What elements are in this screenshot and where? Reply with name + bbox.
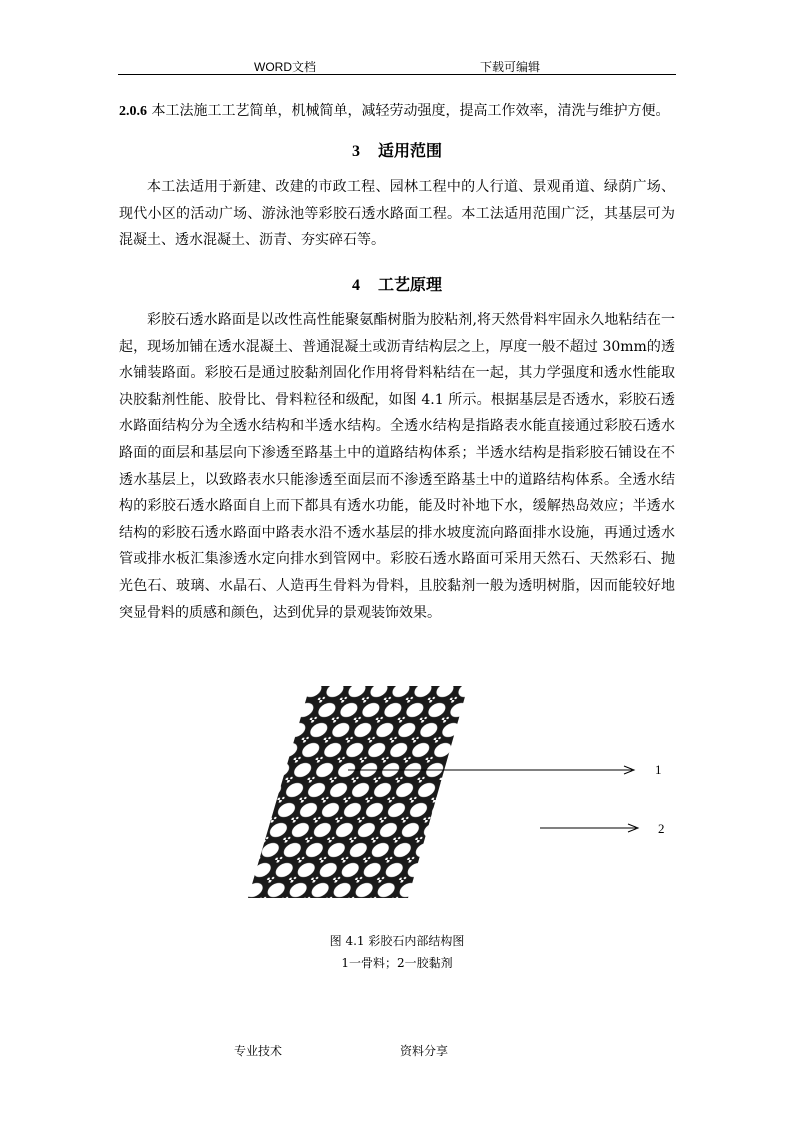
figure-caption: 图 4.1 彩胶石内部结构图 xyxy=(329,934,465,948)
footer-right-text: 资料分享 xyxy=(400,1044,449,1058)
page-header xyxy=(118,56,676,75)
figure-legend: 1一骨料；2一胶黏剂 xyxy=(341,956,453,970)
aggregate-mesh xyxy=(248,686,468,898)
intro-paragraph xyxy=(119,98,675,126)
intro-text: 本工法施工工艺简单，机械简单，减轻劳动强度，提高工作效率，清洗与维护方便。 xyxy=(147,103,670,119)
clause-number: 2.0.6 xyxy=(119,104,147,119)
section-3-heading xyxy=(119,138,675,161)
header-right-text: 下载可编辑 xyxy=(480,60,541,74)
structure-figure xyxy=(240,680,680,904)
section-4-number: 4 xyxy=(351,277,360,294)
section-4-title: 工艺原理 xyxy=(377,275,442,294)
porous-structure-drawing xyxy=(240,680,680,904)
header-left-text: WORD文档 xyxy=(254,60,316,74)
section-4-heading xyxy=(119,272,675,295)
footer-left-text: 专业技术 xyxy=(234,1044,283,1058)
section-3-number: 3 xyxy=(351,143,360,160)
figure-label-2: 2 xyxy=(658,821,665,836)
section-3-paragraph: 本工法适用于新建、改建的市政工程、园林工程中的人行道、景观甬道、绿荫广场、现代小区的活动广场、游泳池等彩胶石透水路面工程。本工法适用范围广泛，其基层可为混凝土、透水混凝土、沥青、夯实碎石等。 xyxy=(119,179,675,249)
section-3-title: 适用范围 xyxy=(377,141,442,160)
figure-label-1: 1 xyxy=(655,762,662,777)
section-4-paragraph: 彩胶石透水路面是以改性高性能聚氨酯树脂为胶粘剂,将天然骨料牢固永久地粘结在一起，现场加铺在透水混凝土、普通混凝土或沥青结构层之上，厚度一般不超过 30mm的透水铺装路面。彩胶石是通过胶黏剂固化作用将骨料粘结在一起，其力学强度和透水性能取决胶黏剂性能、胶骨比、骨料粒径和级配，如图 4.1 所示。根据基层是否透水，彩胶石透水路面结构分为全透水结构和半透水结构。全透水结构是指路表水能直接通过彩胶石透水路面的面层和基层向下渗透至路基土中的道路结构体系；半透水结构是指彩胶石铺设在不透水基层上，以致路表水只能渗透至面层而不渗透至路基土中的道路结构体系。全透水结构的彩胶石透水路面自上而下都具有透水功能，能及时补地下水，缓解热岛效应；半透水结构的彩胶石透水路面中路表水沿不透水基层的排水坡度流向路面排水设施，再通过透水管或排水板汇集渗透水定向排水到管网中。彩胶石透水路面可采用天然石、天然彩石、抛光色石、玻璃、水晶石、人造再生骨料为骨料，且胶黏剂一般为透明树脂，因而能较好地突显骨料的质感和颜色，达到优异的景观装饰效果。 xyxy=(119,312,675,621)
